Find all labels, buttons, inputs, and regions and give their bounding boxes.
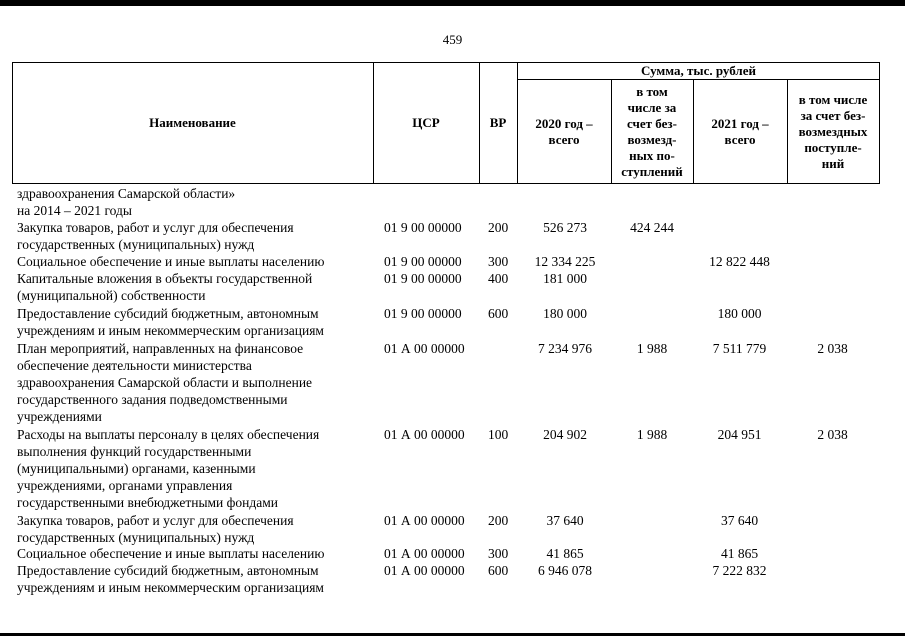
cell-vr: 600 bbox=[488, 306, 509, 321]
cell-csr: 01 9 00 00000 bbox=[384, 254, 462, 269]
cell-name: Закупка товаров, работ и услуг для обеспечения государственных (муниципальных) нужд bbox=[17, 513, 294, 545]
cell-csr: 01 А 00 00000 bbox=[384, 563, 465, 578]
cell-2021-total: 37 640 bbox=[720, 513, 759, 528]
cell-vr: 400 bbox=[488, 271, 509, 286]
cell-2020-total: 37 640 bbox=[546, 513, 584, 528]
cell-vr: 300 bbox=[488, 546, 509, 561]
cell-2021-total: 180 000 bbox=[717, 306, 762, 321]
cell-name: Предоставление субсидий бюджетным, автономным учреждениям и иным некоммерческим организациям bbox=[17, 563, 324, 595]
header-2021-free: в том числе за счет без- возмездных поступле- ний bbox=[798, 91, 868, 171]
page-number: 459 bbox=[442, 32, 463, 47]
cell-vr: 300 bbox=[488, 254, 509, 269]
cell-name: План мероприятий, направленных на финансовое обеспечение деятельности министерства здравоохранения Самарской области и выполнение государственного задания подведомственными учреждениями bbox=[17, 341, 313, 424]
cell-2020-free: 1 988 bbox=[636, 341, 668, 356]
header-vr: ВР bbox=[489, 115, 507, 130]
cell-name: Закупка товаров, работ и услуг для обеспечения государственных (муниципальных) нужд bbox=[17, 220, 294, 252]
header-2021-total: 2021 год – всего bbox=[711, 115, 769, 147]
header-csr: ЦСР bbox=[412, 115, 440, 130]
bottom-border bbox=[0, 633, 905, 636]
cell-2020-total: 526 273 bbox=[543, 220, 587, 235]
cell-2020-total: 181 000 bbox=[543, 271, 587, 286]
cell-csr: 01 А 00 00000 bbox=[384, 546, 465, 561]
cell-name: Капитальные вложения в объекты государственной (муниципальной) собственности bbox=[17, 271, 313, 303]
cell-2021-total: 7 222 832 bbox=[712, 563, 767, 578]
cell-csr: 01 А 00 00000 bbox=[384, 427, 465, 442]
cell-2020-total: 41 865 bbox=[546, 546, 584, 561]
cell-name: Предоставление субсидий бюджетным, автономным учреждениям и иным некоммерческим организациям bbox=[17, 306, 324, 338]
cell-csr: 01 А 00 00000 bbox=[384, 513, 465, 528]
cell-2021-total: 204 951 bbox=[717, 427, 762, 442]
cell-csr: 01 9 00 00000 bbox=[384, 220, 462, 235]
cell-vr: 200 bbox=[488, 513, 509, 528]
cell-2021-total: 41 865 bbox=[720, 546, 759, 561]
cell-2020-total: 180 000 bbox=[543, 306, 587, 321]
cell-2021-free: 2 038 bbox=[817, 427, 848, 442]
cell-2020-free: 1 988 bbox=[636, 427, 668, 442]
header-name: Наименование bbox=[149, 115, 236, 130]
cell-csr: 01 А 00 00000 bbox=[384, 341, 465, 356]
cell-name: Социальное обеспечение и иные выплаты населению bbox=[17, 254, 325, 269]
cell-2020-free: 424 244 bbox=[630, 220, 674, 235]
cell-vr: 600 bbox=[488, 563, 509, 578]
header-sum-group: Сумма, тыс. рублей bbox=[641, 62, 756, 78]
cell-name: Расходы на выплаты персоналу в целях обеспечения выполнения функций государственными (муниципальными) органами, казенными учреждениями, органами управления государственными внебюджетными фондами bbox=[17, 427, 320, 510]
cell-2020-total: 12 334 225 bbox=[534, 254, 596, 269]
cell-vr: 200 bbox=[488, 220, 509, 235]
header-2020-total: 2020 год – всего bbox=[535, 115, 593, 147]
cell-2020-total: 6 946 078 bbox=[538, 563, 592, 578]
cell-2021-free: 2 038 bbox=[817, 341, 848, 356]
cell-csr: 01 9 00 00000 bbox=[384, 306, 462, 321]
cell-2020-total: 7 234 976 bbox=[538, 341, 592, 356]
cell-name: Социальное обеспечение и иные выплаты населению bbox=[17, 546, 325, 561]
cell-vr: 100 bbox=[488, 427, 509, 442]
cell-2020-total: 204 902 bbox=[543, 427, 587, 442]
cell-csr: 01 9 00 00000 bbox=[384, 271, 462, 286]
cell-name: здравоохранения Самарской области» на 2014 – 2021 годы bbox=[17, 186, 236, 218]
cell-2021-total: 7 511 779 bbox=[712, 341, 767, 356]
cell-2021-total: 12 822 448 bbox=[709, 254, 770, 269]
header-2020-free: в том числе за счет без- возмезд- ных по- ступлений bbox=[621, 83, 683, 179]
